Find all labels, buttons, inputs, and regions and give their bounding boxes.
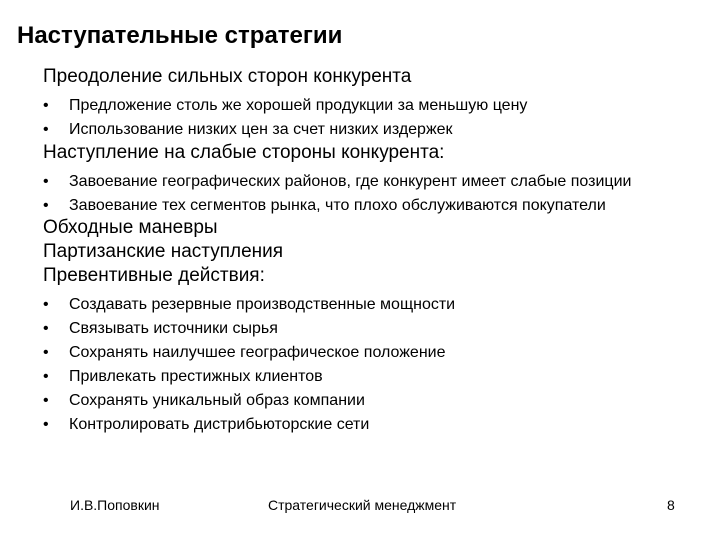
footer-course-title: Стратегический менеджмент (268, 497, 457, 513)
bullet-text: Связывать источники сырья (69, 320, 278, 337)
bullet-marker: • (43, 121, 49, 138)
bullet-marker: • (43, 296, 49, 313)
bullet-item (43, 97, 708, 115)
section-heading: Партизанские наступления (43, 241, 284, 262)
bullet-item (43, 296, 708, 314)
bullet-item (43, 344, 708, 362)
section-heading: Превентивные действия: (43, 265, 265, 286)
bullet-item (43, 368, 708, 386)
bullet-item (43, 197, 708, 215)
bullet-text: Завоевание географических районов, где конкурент имеет слабые позиции (69, 173, 632, 190)
bullet-item (43, 416, 708, 434)
bullet-text: Создавать резервные производственные мощности (69, 296, 456, 313)
footer-author: И.В.Поповкин (70, 497, 160, 513)
bullet-marker: • (43, 97, 49, 114)
bullet-text: Завоевание тех сегментов рынка, что плохо обслуживаются покупатели (69, 197, 606, 214)
bullet-list (43, 97, 708, 139)
section-heading: Наступление на слабые стороны конкурента: (43, 142, 445, 163)
bullet-marker: • (43, 392, 49, 409)
bullet-text: Привлекать престижных клиентов (69, 368, 323, 385)
bullet-list (43, 173, 708, 215)
section-heading: Обходные маневры (43, 217, 218, 238)
bullet-item (43, 392, 708, 410)
bullet-item (43, 320, 708, 338)
bullet-marker: • (43, 173, 49, 190)
bullet-marker: • (43, 368, 49, 385)
bullet-marker: • (43, 197, 49, 214)
bullet-text: Предложение столь же хорошей продукции за меньшую цену (69, 97, 528, 114)
bullet-marker: • (43, 416, 49, 433)
slide-footer (0, 497, 720, 515)
section-heading: Преодоление сильных сторон конкурента (43, 66, 412, 87)
bullet-marker: • (43, 344, 49, 361)
page-number: 8 (667, 497, 675, 513)
bullet-text: Использование низких цен за счет низких издержек (69, 121, 453, 138)
bullet-item (43, 121, 708, 139)
bullet-item (43, 173, 708, 191)
bullet-marker: • (43, 320, 49, 337)
bullet-text: Сохранять уникальный образ компании (69, 392, 365, 409)
slide-title: Наступательные стратегии (17, 22, 343, 49)
bullet-text: Контролировать дистрибьюторские сети (69, 416, 370, 433)
bullet-text: Сохранять наилучшее географическое положение (69, 344, 446, 361)
bullet-list (43, 296, 708, 434)
slide-content (43, 65, 708, 434)
